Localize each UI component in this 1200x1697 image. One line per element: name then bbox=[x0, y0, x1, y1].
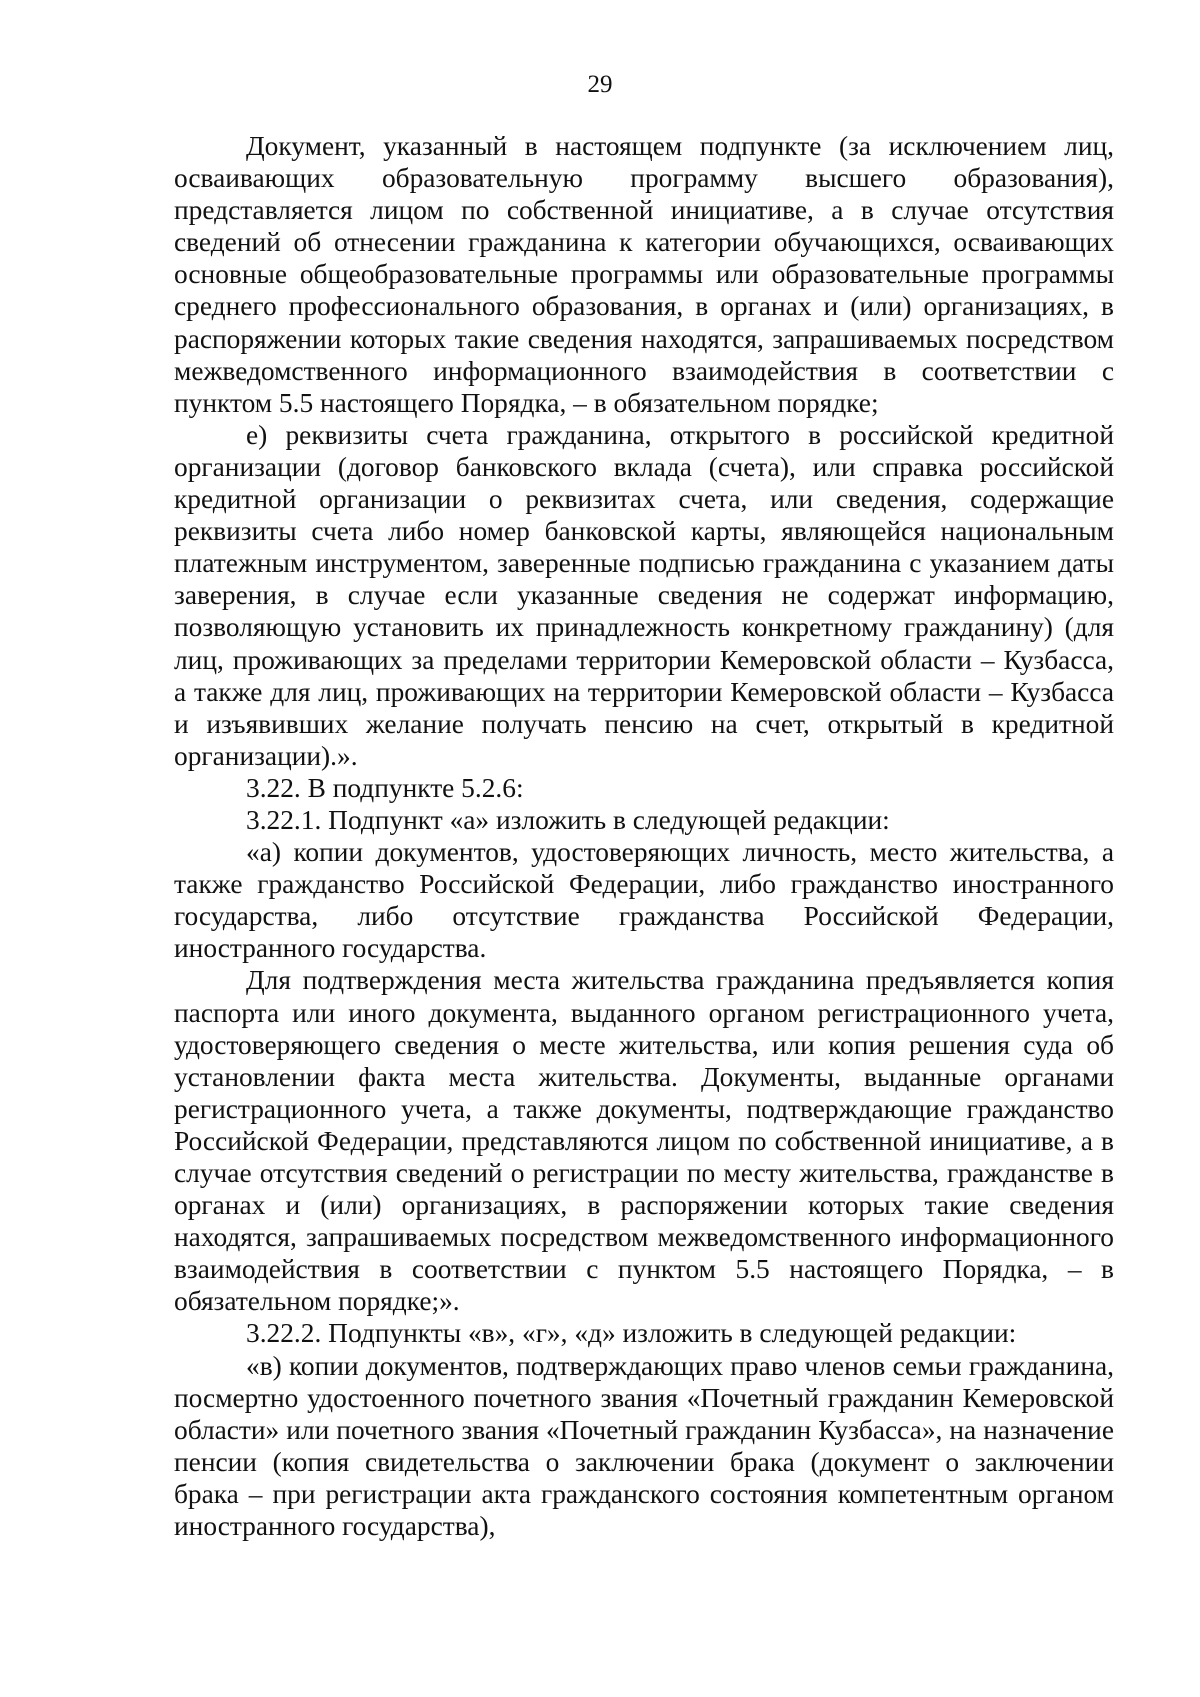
paragraph: 3.22.1. Подпункт «а» изложить в следующей редакции: bbox=[246, 804, 890, 835]
document-body bbox=[174, 130, 1114, 1542]
paragraph: 3.22.2. Подпункты «в», «г», «д» изложить в следующей редакции: bbox=[246, 1318, 1017, 1349]
paragraph: «в) копии документов, подтверждающих право членов семьи гражданина, посмертно удостоенного почетного звания «Почетный гражданин Кемеровской области» или почетного звания «Почетный гражданин Кузбасса», на назначение пенсии (копия свидетельства о заключении брака (документ о заключении брака – при регистрации акта гражданского состояния компетентным органом иностранного государства), bbox=[174, 1350, 1114, 1542]
paragraph: е) реквизиты счета гражданина, открытого в российской кредитной организации (договор банковского вклада (счета), или справка российской кредитной организации о реквизитах счета, или сведения, содержащие реквизиты счета либо номер банковской карты, являющейся национальным платежным инструментом, заверенные подписью гражданина с указанием даты заверения, в случае если указанные сведения не содержат информацию, позволяющую установить их принадлежность конкретному гражданину) (для лиц, проживающих за пределами территории Кемеровской области – Кузбасса, а также для лиц, проживающих на территории Кемеровской области – Кузбасса и изъявивших желание получать пенсию на счет, открытый в кредитной организации).». bbox=[174, 419, 1114, 771]
paragraph: 3.22. В подпункте 5.2.6: bbox=[246, 772, 524, 803]
page-number: 29 bbox=[587, 71, 613, 98]
paragraph: Для подтверждения места жительства гражданина предъявляется копия паспорта или иного документа, выданного органом регистрационного учета, удостоверяющего сведения о месте жительства, или копия решения суда об установлении факта места жительства. Документы, выданные органами регистрационного учета, а также документы, подтверждающие гражданство Российской Федерации, представляются лицом по собственной инициативе, а в случае отсутствия сведений о регистрации по месту жительства, гражданстве в органах и (или) организациях, в распоряжении которых такие сведения находятся, запрашиваемых посредством межведомственного информационного взаимодействия в соответствии с пунктом 5.5 настоящего Порядка, – в обязательном порядке;». bbox=[174, 965, 1114, 1317]
paragraph: «а) копии документов, удостоверяющих личность, место жительства, а также гражданство Российской Федерации, либо гражданство иностранного государства, либо отсутствие гражданства Российской Федерации, иностранного государства. bbox=[174, 837, 1114, 964]
paragraph: Документ, указанный в настоящем подпункте (за исключением лиц, осваивающих образовательную программу высшего образования), представляется лицом по собственной инициативе, а в случае отсутствия сведений об отнесении гражданина к категории обучающихся, осваивающих основные общеобразовательные программы или образовательные программы среднего профессионального образования, в органах и (или) организациях, в распоряжении которых такие сведения находятся, запрашиваемых посредством межведомственного информационного взаимодействия в соответствии с пунктом 5.5 настоящего Порядка, – в обязательном порядке; bbox=[174, 131, 1114, 418]
